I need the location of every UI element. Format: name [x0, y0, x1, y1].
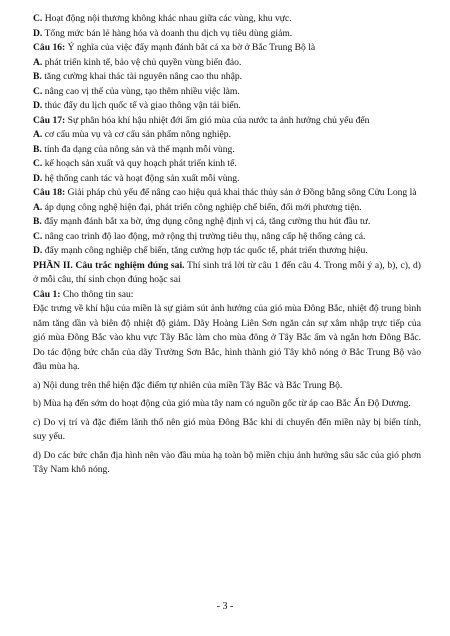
question-17: Câu 17: Sự phân hóa khí hậu nhiệt đới ẩm gió mùa của nước ta ảnh hưởng chủ yếu đến	[33, 114, 370, 126]
statement-c: c) Do vị trí và đặc điểm lãnh thổ nên gió mùa Đông Bắc khi di chuyển đến miền này bị biến tính, suy yếu.	[33, 416, 421, 442]
q17-option-a: A. cơ cấu mùa vụ và cơ cấu sản phẩm nông nghiệp.	[33, 129, 231, 140]
q18-option-b: B. đẩy mạnh đánh bắt xa bờ, ứng dụng công nghệ định vị cá, tăng cường thu hút đầu tư.	[33, 216, 371, 227]
statement-d: d) Do các bức chắn địa hình nên vào đầu mùa hạ toàn bộ miền chịu ảnh hưởng sâu sắc của gió phơn Tây Nam khô nóng.	[33, 449, 421, 475]
q18-option-a: A. áp dụng công nghệ hiện đại, phát triển công nghiệp chế biến, đổi mới phương tiện.	[33, 201, 362, 213]
q16-option-a: A. phát triển kinh tế, bảo vệ chủ quyền vùng biển đảo.	[33, 56, 242, 68]
q17-option-d: D. hệ thống canh tác và hoạt động sản xuất mỗi vùng.	[33, 172, 240, 184]
info-passage: Đặc trưng về khí hậu của miền là sự giảm sút ảnh hưởng của gió mùa Đông Bắc, nhiệt độ trung bình năm tăng dần và biên độ nhiệt độ giảm. Dãy Hoàng Liên Sơn ngăn cản sự xâm nhập trực tiếp của gió mùa Đông Bắc vào khu vực Tây Bắc làm cho mùa đông ở Tây Bắc ấm và ngắn hơn Đông Bắc. Do tác động bức chắn của dãy Trường Sơn Bắc, hình thành gió Tây khô nóng ở Bắc Trung Bộ vào đầu mùa hạ.	[33, 303, 421, 372]
question-18: Câu 18: Giải pháp chủ yếu để nâng cao hiệu quả khai thác thủy sản ở Đồng bằng sông Cửu Long là	[33, 187, 417, 198]
option-c-line: C. Hoạt động nội thương không khác nhau giữa các vùng, khu vực.	[33, 13, 292, 24]
q18-option-d: D. đẩy mạnh công nghiệp chế biến, tăng cường hợp tác quốc tế, phát triển thương hiệu.	[33, 245, 368, 256]
option-d-line: D. Tổng mức bán lẻ hàng hóa và doanh thu dịch vụ tiêu dùng giảm.	[33, 27, 293, 39]
question-16: Câu 16: Ý nghĩa của việc đẩy mạnh đánh bắt cá xa bờ ở Bắc Trung Bộ là	[33, 42, 316, 53]
statement-b: b) Mùa hạ đến sớm do hoạt động của gió mùa tây nam có nguồn gốc từ áp cao Bắc Ấn Độ Dương.	[33, 398, 411, 409]
q16-option-c: C. nâng cao vị thế của vùng, tạo thêm nhiều việc làm.	[33, 85, 240, 97]
document-content	[33, 12, 421, 478]
page-number: - 3 -	[216, 601, 234, 612]
q16-option-b: B. tăng cường khai thác tài nguyên nâng cao thu nhập.	[33, 71, 243, 82]
q17-option-c: C. kế hoạch sản xuất và quy hoạch phát triển kinh tế.	[33, 158, 237, 169]
section-2-heading: PHẦN II. Câu trắc nghiệm đúng sai. Thí sinh trả lời từ câu 1 đến câu 4. Trong mỗi ý a), b), c), d) ở mỗi câu, thí sinh chọn đúng hoặc sai	[33, 259, 421, 285]
q17-option-b: B. tính đa dạng của nông sản và thế mạnh mỗi vùng.	[33, 143, 235, 155]
part2-question-1: Câu 1: Cho thông tin sau:	[33, 288, 134, 300]
q16-option-d: D. thúc đẩy du lịch quốc tế và giao thông vận tải biển.	[33, 100, 241, 111]
q18-option-c: C. nâng cao trình độ lao động, mở rộng thị trường tiêu thụ, nâng cấp hệ thống cảng cá.	[33, 230, 366, 242]
statement-a: a) Nội dung trên thể hiện đặc điểm tự nhiên của miền Tây Bắc và Bắc Trung Bộ.	[33, 379, 343, 391]
